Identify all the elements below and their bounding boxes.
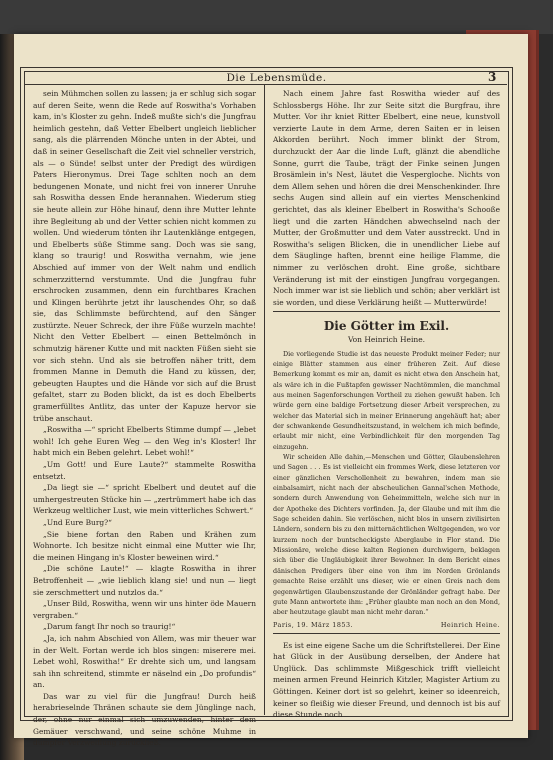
background-top bbox=[0, 0, 553, 34]
paragraph: Nach einem Jahre fast Roswitha wieder auf des Schlossbergs Höhe. Ihr zur Seite sitzt die Burgfrau, ihre Mutter. Vor ihr kniet Ritter Ebelbert, eine neue, kunstvoll verzierte Laute in dem Arme, deren Saiten er in leisen Akkorden berührt. Noch immer blinkt der Strom, durchzuckt der Aar die linde Luft, glänzt die abendliche Sonne, gurrt die Taube, trägt der Finke seinen Jungen Brosämlein in's Nest, läutet die Vespergloche. Nichts von dem Allem sehen und hören die drei Menschenkinder. Ihre sechs Augen sind allein auf ein viertes Menschenkind gerichtet, das als kleiner Ebelbert in Roswitha's Schooße liegt und die zarten Händchen abwechselnd nach der Mutter, der Großmutter und dem Vater ausstreckt. Und in Roswitha's seligen Blicken, die in unendlicher Liebe auf dem Säuglinge haften, brennt eine heilige Flamme, die nimmer zu verlöschen droht. Eine große, sichtbare Veränderung ist mit der einstigen Jungfrau vorgegangen. Noch immer war ist sie lieblich und schön; aber verklärt ist sie worden, und diese Verklärung heißt — Mutterwürde! bbox=[273, 89, 500, 307]
column-rule bbox=[264, 85, 265, 715]
running-head: Die Lebensmüde. bbox=[226, 72, 327, 84]
section-divider bbox=[273, 311, 500, 312]
paragraph: sein Mühmchen sollen zu lassen; ja er schlug sich sogar auf deren Seite, wenn die Rede auf Roswitha's Vorhaben kam, in's Kloster zu gehn. Indeß mußte sich's die Jungfrau heimlich gestehn, daß Vetter Ebelbert ungleich lieblicher sang, als die plärrenden Mönche unten in der Abtei, und daß in seiner Gesellschaft die Zeit viel schneller verstrich, als — o Sünde! selbst unter der Predigt des würdigen Paters Hieronymus. Drei Tage schlten noch an dem bedungenen Monate, und nicht frei von innerer Unruhe sah Roswitha dessen Ende herannahen. Wiederum stieg sie heute allein zur Höhe hinauf, denn ihre Mutter lehnte ihre Begleitung ab und der Vetter schien nicht kommen zu wollen. Und wiederum tönten ihr Lautenklänge entgegen, und Ebelberts süße Stimme sang. Doch was sie sang, klang so traurig! und Roswitha vernahm, wie jene Abschied auf immer von der Welt nahm und endlich schmerzzitternd verstummte. Und die Jungfrau fuhr erschrocken zusammen, denn ein furchtbares Krachen und Klingen berührte jetzt ihr lauschendes Ohr, so daß sie, das Schlimmste befürchtend, auf den Sänger zustürzte. Neuer Schreck, der ihre Füße wurzeln machte! Nicht den Vetter Ebelbert — einen Bettelmönch in schmutzig härener Kutte und mit nackten Füßen sieht sie vor sich stehn. Und als sie betroffen näher tritt, dem frommen Manne in Demuth die Hand zu küssen, der, gebeugten Hauptes und die Hände vor sich auf die Brust gefaltet, starr zu Boden blickt, da ist es doch Ebelberts gramerfülltes Antlitz, das unter der Kapuze hervor sie trübe anschaut. bbox=[33, 89, 256, 423]
dateline: Paris, 19. März 1853. bbox=[273, 620, 354, 629]
signature: Heinrich Heine. bbox=[440, 620, 500, 629]
paragraph: Wir scheiden Alle dahin,—Menschen und Götter, Glaubenslehren und Sagen . . . Es ist vielleicht ein frommes Werk, diese letzteren vor einer gänzlichen Verschollenheit zu bewahren, indem man sie einbalsamirt, nicht nach der abscheulichen Gannal'schen Methode, sondern durch Anwendung von Geheimmitteln, welche sich nur in der Apotheke des Dichters vorfinden. Ja, der Glaube und mit ihm die Sage scheiden dahin. Sie verlöschen, nicht blos in unsern zivilisirten Ländern, sondern bis zu den mitternächtlichen Weltgegenden, wo vor kurzem noch der buntscheckigste Aberglaube in Flor stand. Die Missionäre, welche diese kalten Regionen durchwigern, beklagen sich über die Ungläubigkeit ihrer Bewohner. In dem Bericht eines dänischen Predigers über eine von ihm im Norden Grönlands gemachte Reise erzählt uns dieser, wie er einen Greis nach dem gegenwärtigen Glaubenszustande der Grönländer gefragt habe. Der gute Mann antwortete ihm: „Früher glaubte man noch an den Mond, aber heutzutage glaubt man nicht mehr daran.“ bbox=[273, 453, 500, 617]
header-rule bbox=[24, 84, 507, 85]
story-conclusion bbox=[273, 88, 500, 309]
paragraph: „Um Gott! und Eure Laute?“ stammelte Roswitha entsetzt. bbox=[33, 460, 256, 481]
paragraph: „Darum fangt Ihr noch so traurig!“ bbox=[43, 622, 176, 632]
paragraph: „Und Eure Burg?“ bbox=[43, 517, 112, 527]
paragraph: „Unser Bild, Roswitha, wenn wir uns hinter öde Mauern vergraben.“ bbox=[33, 599, 256, 620]
left-column bbox=[33, 88, 256, 749]
right-column bbox=[273, 88, 500, 721]
article-body bbox=[273, 349, 500, 618]
paragraph: „Sie biene fortan den Raben und Krähen zum Wohnorte. Ich besitze nicht einmal eine Mutter wie Ihr, die meinen Hingang in's Kloster beweinen wird.“ bbox=[33, 529, 256, 562]
byline: Von Heinrich Heine. bbox=[347, 335, 426, 344]
paragraph: „Die schöne Laute!“ — klagte Roswitha in ihrer Betroffenheit — „wie lieblich klang sie! und nun — liegt sie zerschmettert und nutzlos da.“ bbox=[33, 564, 256, 597]
page-number: 3 bbox=[488, 70, 497, 84]
paragraph: Die vorliegende Studie ist das neueste Produkt meiner Feder; nur einige Blätter stammen aus einer früheren Zeit. Auf diese Bemerkung kommt es mir an, damit es nicht etwa den Anschein hat, als wäre ich in die Fußtapfen gewisser Nachtömmlen, die manchmal aus meinen Sagenforschungen Vortheil zu ziehen gewußt haben. Ich würde gern eine baldige Fortsetzung dieser Arbeit versprechen, zu welcher das Material sich in meiner Erinnerung angehäuft hat; aber der schwankende Gesundheitszustand, in welchem ich mich befinde, erlaubt mir nicht, eine Verbindlichkeit für den morgenden Tag einzugehn. bbox=[273, 349, 500, 451]
article-title: Die Götter im Exil. bbox=[323, 319, 450, 333]
dateline-row bbox=[273, 620, 500, 631]
paragraph: „Roswitha —“ spricht Ebelberts Stimme dumpf — „lebet wohl! Ich gehe Euren Weg — den Weg in's Kloster! Ihr habt mich ein Beben gelehrt. Lebet wohl!“ bbox=[33, 425, 256, 458]
paragraph: Es ist eine eigene Sache um die Schriftstellerei. Der Eine hat Glück in der Ausübung derselben, der Andere hat Unglück. Das schlimmste Mißgeschick trifft vielleicht meinen armen Freund Heinrich Kitzler, Magister Artium zu Göttingen. Keiner dort ist so gelehrt, keiner so ideenreich, keiner so fleißig wie dieser Freund, und dennoch ist bis auf diese Stunde noch bbox=[273, 640, 500, 720]
paragraph: „Ja, ich nahm Abschied von Allem, was mir theuer war in der Welt. Fortan werde ich blos singen: miserere mei. Lebet wohl, Roswitha!“ Er drehte sich um, und langsam sah ihn schreitend, stimmte er näselnd ein „Do profundis“ an. bbox=[33, 633, 256, 690]
paragraph: Das war zu viel für die Jungfrau! Durch heiß herabrieselnde Thränen schaute sie dem Jünglinge nach, der, ohne nur einmal sich umzuwenden, hinter dem Gemäuer verschwand, und seine schöne Muhme in dumpfer Verzweiflung zurückließ. bbox=[33, 691, 256, 748]
paragraph: „Da liegt sie —“ spricht Ebelbert und deutet auf die umhergestreuten Stücke hin — „zertrümmert habe ich das Werkzeug weltlicher Lust, wie mein vitterliches Schwert.“ bbox=[33, 483, 256, 516]
section-divider bbox=[273, 633, 500, 634]
